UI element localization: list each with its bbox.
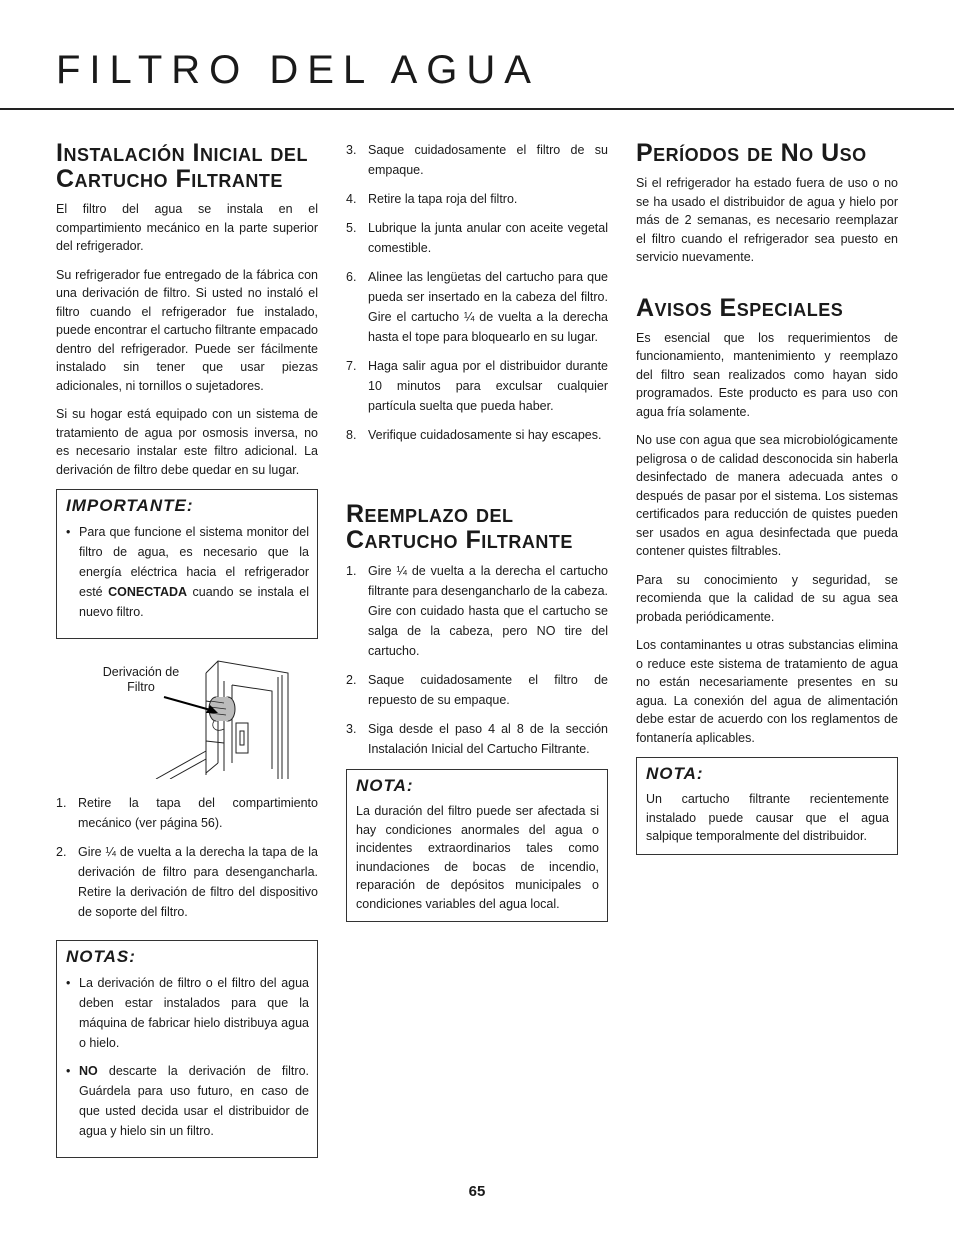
- list-item: [346, 670, 608, 710]
- note-bold-text: NO: [79, 1064, 98, 1078]
- list-item: [346, 561, 608, 661]
- replace-steps-list: [346, 561, 608, 759]
- step-number: 3.: [346, 722, 357, 736]
- step-text: Gire ¼ de vuelta a la derecha el cartucho filtrante para desengancharlo de la cabeza. Gire con cuidado hasta que el cartucho se salga de la cabeza, pero NO tire del cartucho.: [368, 564, 608, 658]
- step-number: 7.: [346, 359, 357, 373]
- section-heading-instalacion: Instalación Inicial del Cartucho Filtrante: [56, 139, 308, 193]
- bullet: •: [66, 976, 71, 990]
- step-text: Haga salir agua por el distribuidor durante 10 minutos para exculsar cualquier partícula suelta que pueda haber.: [368, 359, 608, 413]
- step-number: 2.: [346, 673, 357, 687]
- section-heading-periodos: Períodos de No Uso: [636, 139, 867, 167]
- step-text: Lubrique la junta anular con aceite vegetal comestible.: [368, 221, 608, 255]
- install-steps-list: [56, 793, 318, 922]
- list-item: [346, 140, 608, 180]
- paragraph: No use con agua que sea microbiológicamente peligrosa o de calidad desconocida sin haberla desinfectado de manera adecuada antes o después de pasar por el sistema. Los sistemas certificados para reducción de quistes pueden ser usados en agua desinfectada que pueda contener quistes filtrables.: [636, 433, 898, 558]
- filter-bypass-figure: [56, 651, 318, 779]
- note-text: La derivación de filtro o el filtro del agua deben estar instalados para que la máquina de fabricar hielo distribuya agua o hielo.: [79, 976, 309, 1050]
- paragraph: Es esencial que los requerimientos de funcionamiento, mantenimiento y reemplazo del filtro sean realizados como hayan sido programados. Este producto es para uso con agua fría solamente.: [636, 330, 898, 419]
- column-2: [346, 140, 608, 934]
- list-item: [346, 719, 608, 759]
- paragraph: Los contaminantes u otras substancias elimina o reduce este sistema de tratamiento de agua no están necesariamente presentes en su agua. La conexión del agua de alimentación debe estar de acuerdo con los reglamentos de fontanería aplicables.: [636, 638, 898, 745]
- note-text: La duración del filtro puede ser afectada si hay condiciones anormales del agua o incidentes extraordinarios tales como inundaciones de bocas de incendio, reparación de depósitos municipales o condiciones variables del agua local.: [356, 804, 599, 911]
- note-title: NOTA:: [646, 764, 704, 783]
- section-heading-reemplazo: Reemplazo del Cartucho Filtrante: [346, 500, 573, 554]
- note-box-splash: [636, 757, 898, 855]
- paragraph: Si el refrigerador ha estado fuera de uso o no se ha usado el distribuidor de agua y hielo por más de 2 semanas, es necesario reemplazar el filtro cuando el refrigerador sea puesto en servicio nuevamente.: [636, 176, 898, 264]
- page-number: 65: [468, 1183, 486, 1200]
- paragraph: Su refrigerador fue entregado de la fábrica con una derivación de filtro. Si usted no instaló el filtro cuando el refrigerador fue instalado, puede encontrar el cartucho filtrante empacado dentro del refrigerador. Puede ser fácilmente instalado sin tener que usar piezas adicionales, ni tornillos o sujetadores.: [56, 267, 318, 393]
- install-steps-continued: [346, 140, 608, 445]
- note-title: NOTA:: [356, 776, 414, 795]
- figure-label: Derivación de Filtro: [102, 665, 180, 694]
- important-list: [66, 522, 309, 622]
- filter-bypass-illustration: [56, 651, 318, 779]
- list-item: [346, 356, 608, 416]
- section-heading-avisos: Avisos Especiales: [636, 293, 844, 322]
- step-text: Saque cuidadosamente el filtro de repuesto de su empaque.: [368, 673, 608, 707]
- paragraph: El filtro del agua se instala en el compartimiento mecánico en la parte superior del refrigerador.: [56, 202, 318, 253]
- step-text: Saque cuidadosamente el filtro de su empaque.: [368, 143, 608, 177]
- step-number: 5.: [346, 221, 357, 235]
- step-text: Retire la tapa roja del filtro.: [368, 192, 518, 206]
- important-text: cuando se instala el nuevo filtro.: [79, 585, 309, 619]
- step-number: 1.: [56, 796, 67, 810]
- list-item: [66, 1061, 309, 1141]
- important-bold-text: CONECTADA: [108, 585, 188, 599]
- list-item: [66, 522, 309, 622]
- list-item: [346, 425, 608, 445]
- notes-box: [56, 940, 318, 1158]
- list-item: [56, 793, 318, 833]
- step-number: 2.: [56, 845, 67, 859]
- step-number: 3.: [346, 143, 357, 157]
- bullet: •: [66, 1064, 71, 1078]
- step-text: Alinee las lengüetas del cartucho para que pueda ser insertado en la cabeza del filtro. Gire el cartucho ¼ de vuelta a la derecha hasta el tope para bloquearlo en su lugar.: [368, 270, 608, 344]
- list-item: [56, 842, 318, 922]
- bullet: •: [66, 525, 71, 539]
- paragraph: Para su conocimiento y seguridad, se recomienda que la calidad de su agua sea probada periódicamente.: [636, 572, 898, 624]
- list-item: [66, 973, 309, 1053]
- important-title: IMPORTANTE:: [66, 496, 194, 515]
- header-rule: [0, 108, 954, 110]
- list-item: [346, 218, 608, 258]
- column-3: [636, 140, 898, 867]
- note-box-duration: [346, 769, 608, 922]
- step-number: 1.: [346, 564, 357, 578]
- notes-list: [66, 973, 309, 1141]
- important-box: [56, 489, 318, 639]
- step-number: 4.: [346, 192, 357, 206]
- note-text: descarte la derivación de filtro. Guárdela para uso futuro, en caso de que usted decida usar el distribuidor de agua y hielo sin un filtro.: [79, 1064, 309, 1138]
- list-item: [346, 189, 608, 209]
- page-title: FILTRO DEL AGUA: [56, 48, 540, 92]
- list-item: [346, 267, 608, 347]
- note-text: Un cartucho filtrante recientemente instalado puede causar que el agua salpique temporalmente del distribuidor.: [646, 792, 889, 843]
- notes-title: NOTAS:: [66, 947, 136, 966]
- column-1: [56, 140, 318, 1170]
- step-text: Siga desde el paso 4 al 8 de la sección Instalación Inicial del Cartucho Filtrante.: [368, 722, 608, 756]
- step-text: Verifique cuidadosamente si hay escapes.: [368, 428, 602, 442]
- step-number: 6.: [346, 270, 357, 284]
- step-number: 8.: [346, 428, 357, 442]
- step-text: Retire la tapa del compartimiento mecánico (ver página 56).: [78, 796, 318, 830]
- step-text: Gire ¼ de vuelta a la derecha la tapa de la derivación de filtro para desengancharla. Retire la derivación de filtro del dispositivo de soporte del filtro.: [78, 845, 318, 919]
- paragraph: Si su hogar está equipado con un sistema de tratamiento de agua por osmosis inversa, no es necesario instalar este filtro adicional. La derivación de filtro debe quedar en su lugar.: [56, 407, 318, 477]
- important-text: Para que funcione el sistema monitor del filtro de agua, es necesario que la energía eléctrica hacia el refrigerador esté: [79, 525, 309, 599]
